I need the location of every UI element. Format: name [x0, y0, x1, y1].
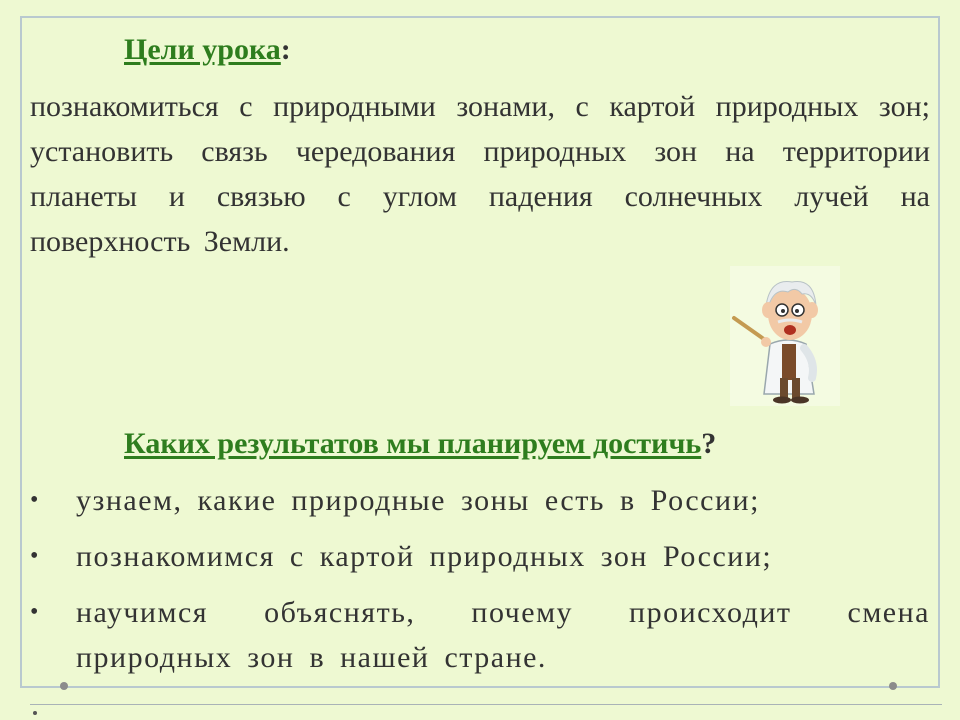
bottom-divider: [30, 704, 942, 705]
list-item: [30, 478, 930, 523]
results-heading: [124, 426, 716, 462]
results-list: [30, 478, 930, 691]
bullet-icon: •: [30, 599, 40, 625]
goals-heading-suffix: :: [280, 33, 291, 66]
list-item: [30, 534, 930, 579]
professor-with-pointer-icon: [730, 266, 840, 406]
list-item-text: узнаем, какие природные зоны есть в России;: [76, 484, 760, 517]
results-heading-text: Каких результатов мы планируем достичь: [124, 427, 702, 460]
bullet-icon: •: [30, 487, 40, 513]
corner-dot-right: [889, 682, 897, 690]
bullet-icon: •: [30, 543, 40, 569]
goals-heading: [124, 32, 291, 68]
list-item-text: познакомимся с картой природных зон России;: [76, 540, 773, 573]
corner-dot-left: [60, 682, 68, 690]
results-heading-suffix: ?: [701, 427, 717, 460]
list-item: [30, 590, 930, 680]
goals-heading-text: Цели урока: [124, 33, 281, 66]
decorative-dot: [33, 711, 37, 715]
goals-text: познакомиться с природными зонами, с картой природных зон; установить связь чередования природных зон на территории планеты и связью с углом падения солнечных лучей на поверхность Земли.: [30, 90, 930, 258]
list-item-text: научимся объяснять, почему происходит смена природных зон в нашей стране.: [76, 596, 930, 674]
